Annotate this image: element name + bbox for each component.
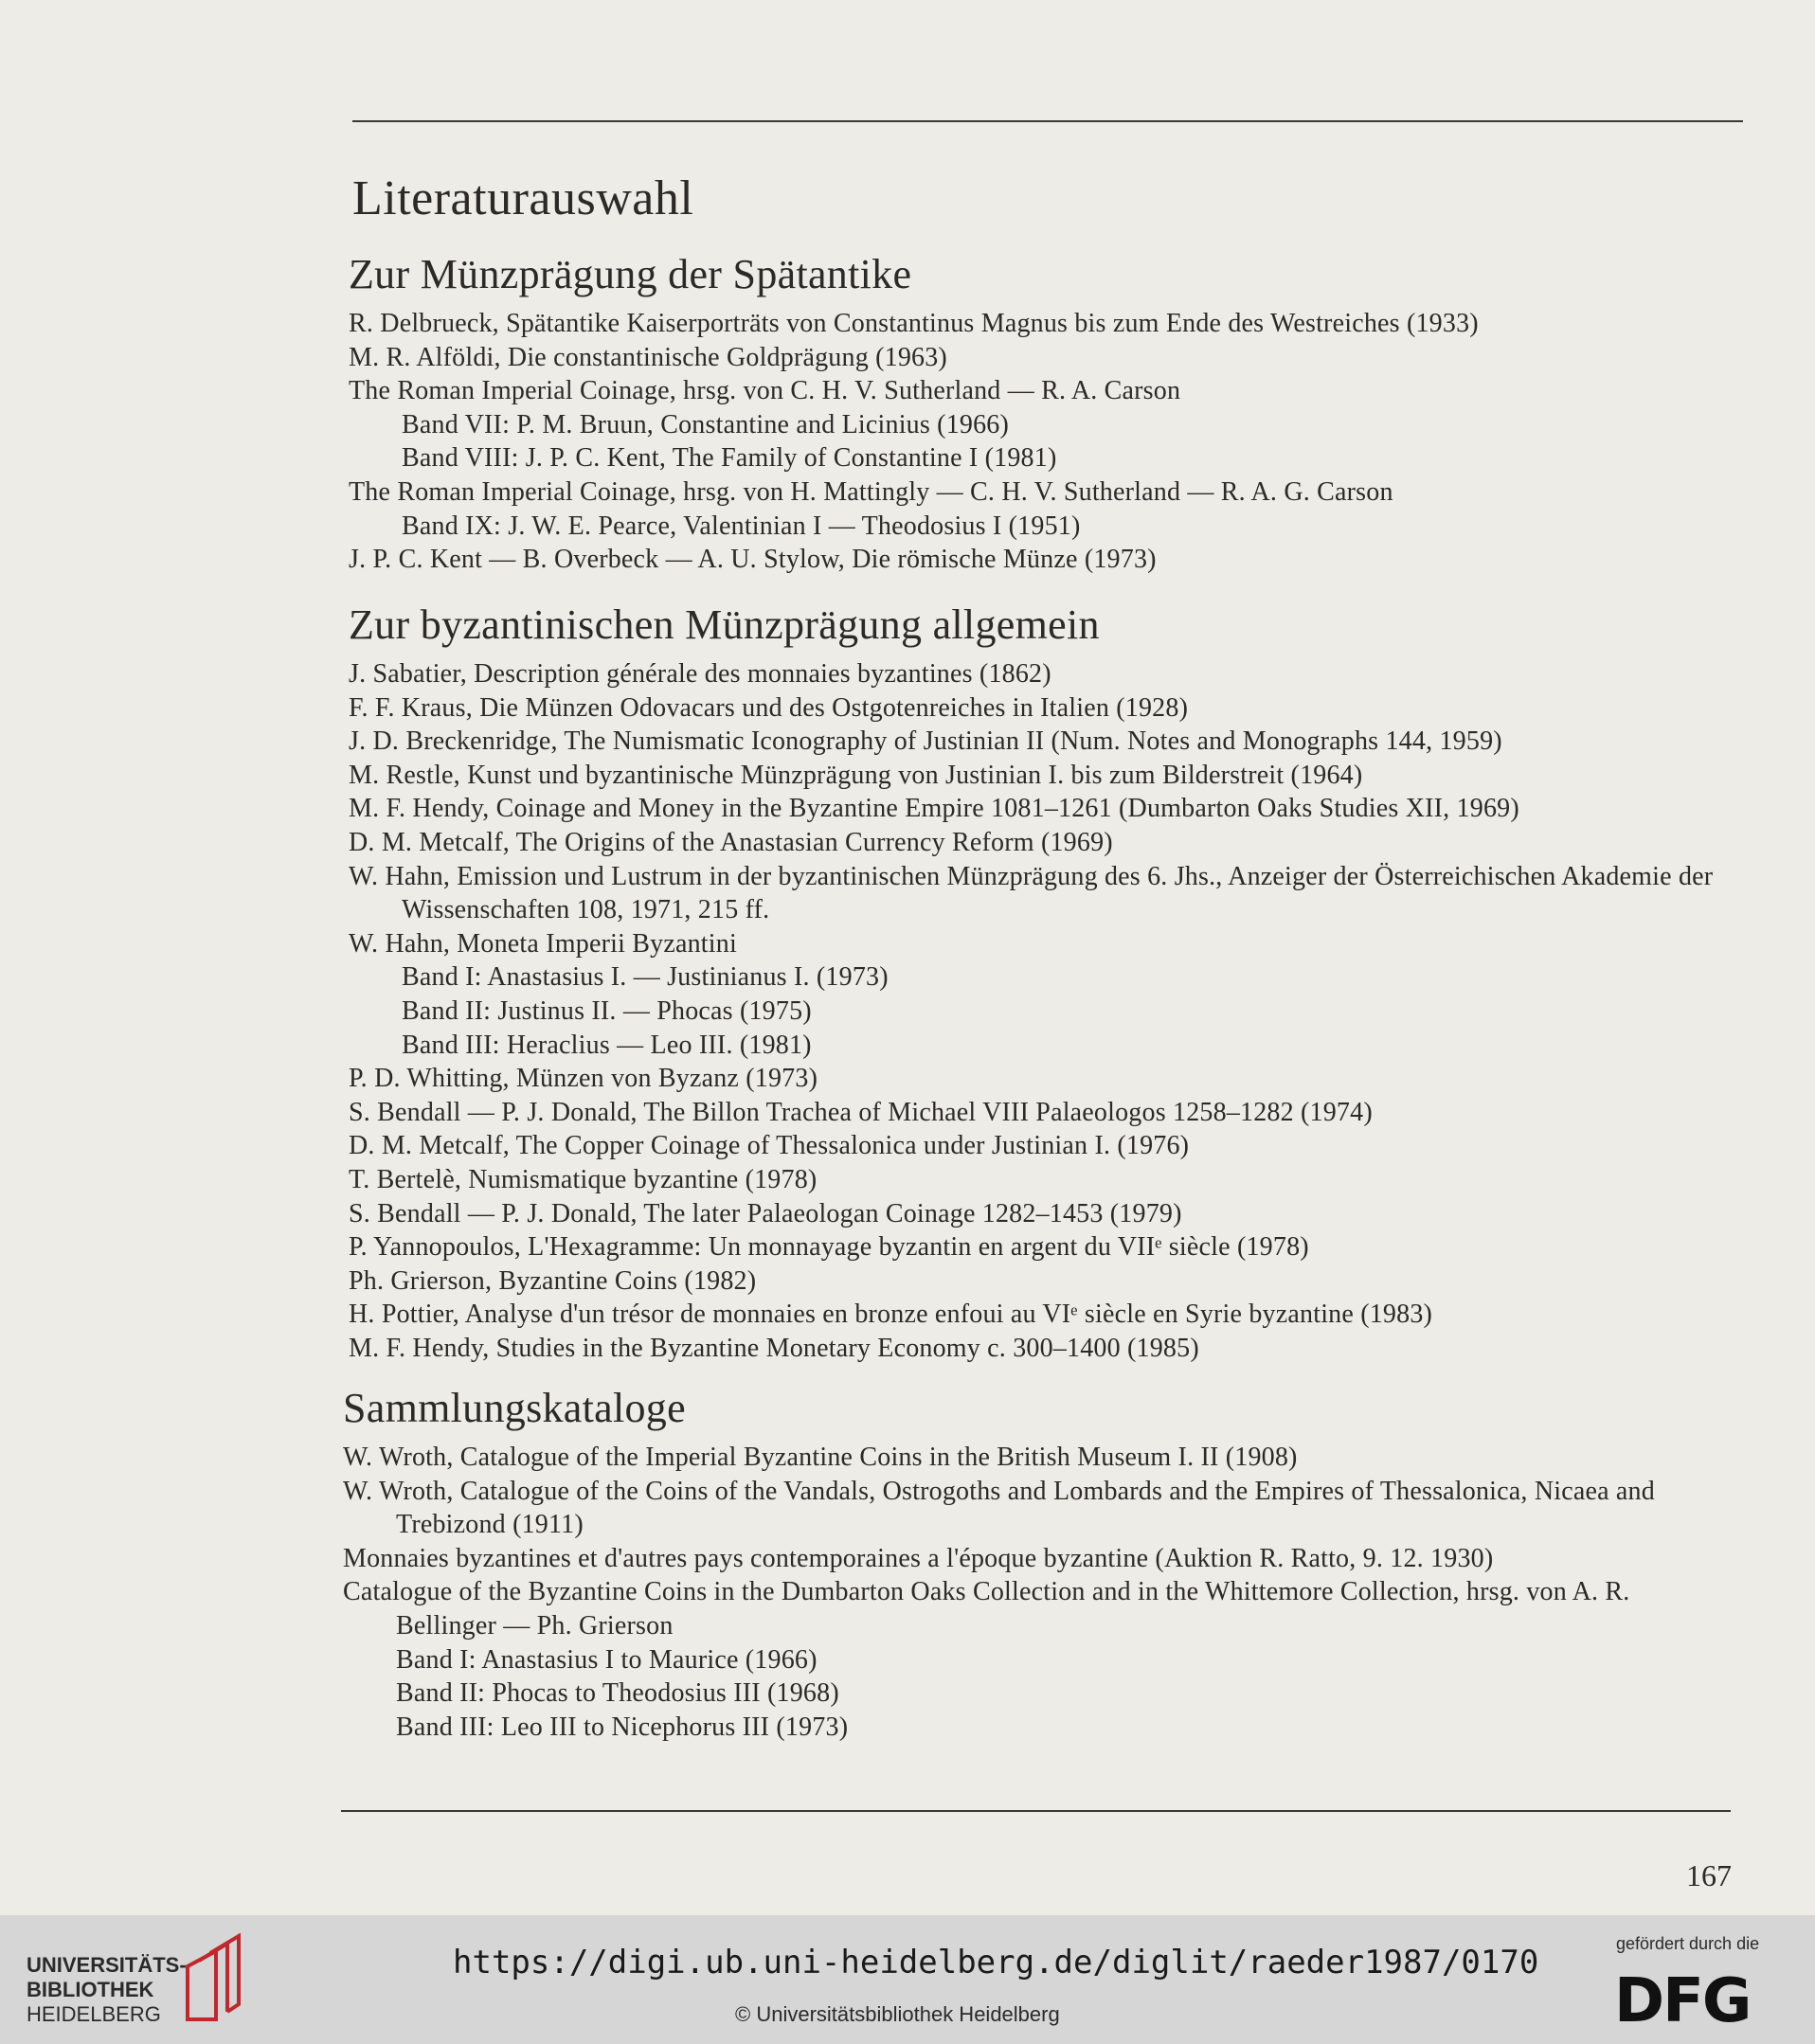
bibliography-entry: Ph. Grierson, Byzantine Coins (1982) (349, 1265, 757, 1296)
bibliography-entry: J. D. Breckenridge, The Numismatic Iconography of Justinian II (Num. Notes and Monographs 144, 1959) (349, 726, 1502, 757)
library-logo-text[interactable] (27, 1953, 187, 2027)
section-byzantinisch (349, 599, 1815, 1365)
library-logo-icon (178, 1932, 254, 2027)
bottom-rule (341, 1810, 1731, 1812)
page-number: 167 (1686, 1858, 1732, 1892)
entry-list (349, 307, 1741, 577)
viewer-footer (0, 1915, 1815, 2044)
bibliography-entry: M. F. Hendy, Studies in the Byzantine Monetary Economy c. 300–1400 (1985) (349, 1333, 1199, 1363)
bibliography-entry: W. Hahn, Emission und Lustrum in der byzantinischen Münzprägung des 6. Jhs., Anzeiger der Österreichischen Akademie der Wissenschaften 108, 1971, 215 ff. (349, 861, 1714, 925)
bibliography-subentry: Band III: Heraclius — Leo III. (1981) (402, 1030, 812, 1060)
dfg-logo[interactable]: DFG (1614, 1966, 1751, 2036)
section-spaetantike (349, 248, 1815, 577)
section-heading: Zur Münzprägung der Spätantike (349, 251, 912, 297)
bibliography-entry: S. Bendall — P. J. Donald, The Billon Trachea of Michael VIII Palaeologos 1258–1282 (1974) (349, 1097, 1373, 1127)
bibliography-subentry: Band II: Justinus II. — Phocas (1975) (402, 995, 812, 1026)
bibliography-entry: S. Bendall — P. J. Donald, The later Palaeologan Coinage 1282–1453 (1979) (349, 1198, 1182, 1228)
bibliography-subentry: Band I: Anastasius I. — Justinianus I. (1973) (402, 962, 889, 993)
section-heading: Zur byzantinischen Münzprägung allgemein (349, 601, 1100, 648)
bibliography-entry: D. M. Metcalf, The Origins of the Anastasian Currency Reform (1969) (349, 827, 1113, 857)
bibliography-entry: The Roman Imperial Coinage, hrsg. von C. H. V. Sutherland — R. A. Carson (349, 376, 1181, 406)
bibliography-subentry: Band VII: P. M. Bruun, Constantine and Licinius (1966) (402, 409, 1010, 439)
section-sammlungskataloge (343, 1382, 1815, 1744)
top-rule (352, 120, 1743, 122)
logo-line: UNIVERSITÄTS- (27, 1953, 187, 1977)
logo-line: BIBLIOTHEK (27, 1978, 154, 2001)
copyright-notice: © Universitätsbibliothek Heidelberg (735, 2002, 1060, 2026)
bibliography-entry: J. P. C. Kent — B. Overbeck — A. U. Stylow, Die römische Münze (1973) (349, 545, 1157, 575)
bibliography-entry: W. Hahn, Moneta Imperii Byzantini (349, 928, 737, 959)
funded-by-label: gefördert durch die (1616, 1934, 1760, 1953)
bibliography-entry: H. Pottier, Analyse d'un trésor de monnaies en bronze enfoui au VIᵉ siècle en Syrie byzantine (1983) (349, 1300, 1433, 1330)
bibliography-entry: J. Sabatier, Description générale des monnaies byzantines (1862) (349, 659, 1051, 689)
bibliography-entry: M. R. Alföldi, Die constantinische Goldprägung (1963) (349, 342, 947, 372)
permalink-url[interactable]: https://digi.ub.uni-heidelberg.de/diglit/raeder1987/0170 (453, 1944, 1539, 1981)
bibliography-entry: Monnaies byzantines et d'autres pays contemporaines a l'époque byzantine (Auktion R. Ratto, 9. 12. 1930) (343, 1543, 1494, 1573)
bibliography-subentry: Band IX: J. W. E. Pearce, Valentinian I — Theodosius I (1951) (402, 511, 1081, 541)
bibliography-entry: The Roman Imperial Coinage, hrsg. von H. Mattingly — C. H. V. Sutherland — R. A. G. Carson (349, 476, 1393, 507)
entry-list (343, 1441, 1735, 1744)
bibliography-entry: M. F. Hendy, Coinage and Money in the Byzantine Empire 1081–1261 (Dumbarton Oaks Studies XII, 1969) (349, 794, 1519, 824)
bibliography-entry: W. Wroth, Catalogue of the Imperial Byzantine Coins in the British Museum I. II (1908) (343, 1443, 1298, 1472)
entry-list (349, 657, 1741, 1365)
bibliography-subentry: Band VIII: J. P. C. Kent, The Family of Constantine I (1981) (402, 443, 1057, 474)
section-heading: Sammlungskataloge (343, 1385, 686, 1431)
bibliography-entry: W. Wroth, Catalogue of the Coins of the Vandals, Ostrogoths and Lombards and the Empires of Thessalonica, Nicaea and Trebizond (1911) (343, 1476, 1655, 1540)
page-title: Literaturauswahl (352, 171, 694, 225)
bibliography-entry: R. Delbrueck, Spätantike Kaiserporträts von Constantinus Magnus bis zum Ende des Westreiches (1933) (349, 309, 1479, 338)
bibliography-entry: T. Bertelè, Numismatique byzantine (1978) (349, 1164, 818, 1194)
bibliography-entry: P. D. Whitting, Münzen von Byzanz (1973) (349, 1064, 818, 1094)
bibliography-entry: Catalogue of the Byzantine Coins in the Dumbarton Oaks Collection and in the Whittemore Collection, hrsg. von A. R. Bellinger — Ph. Grierson (343, 1577, 1630, 1641)
logo-line: HEIDELBERG (27, 2002, 161, 2026)
bibliography-entry: D. M. Metcalf, The Copper Coinage of Thessalonica under Justinian I. (1976) (349, 1131, 1190, 1161)
bibliography-entry: F. F. Kraus, Die Münzen Odovacars und des Ostgotenreiches in Italien (1928) (349, 692, 1189, 723)
bibliography-subentry: Band III: Leo III to Nicephorus III (1973) (396, 1712, 849, 1742)
bibliography-subentry: Band II: Phocas to Theodosius III (1968) (396, 1678, 839, 1709)
bibliography-subentry: Band I: Anastasius I to Maurice (1966) (396, 1644, 818, 1675)
bibliography-entry: M. Restle, Kunst und byzantinische Münzprägung von Justinian I. bis zum Bilderstreit (1964) (349, 760, 1363, 790)
bibliography-entry: P. Yannopoulos, L'Hexagramme: Un monnayage byzantin en argent du VIIᵉ siècle (1978) (349, 1232, 1309, 1263)
